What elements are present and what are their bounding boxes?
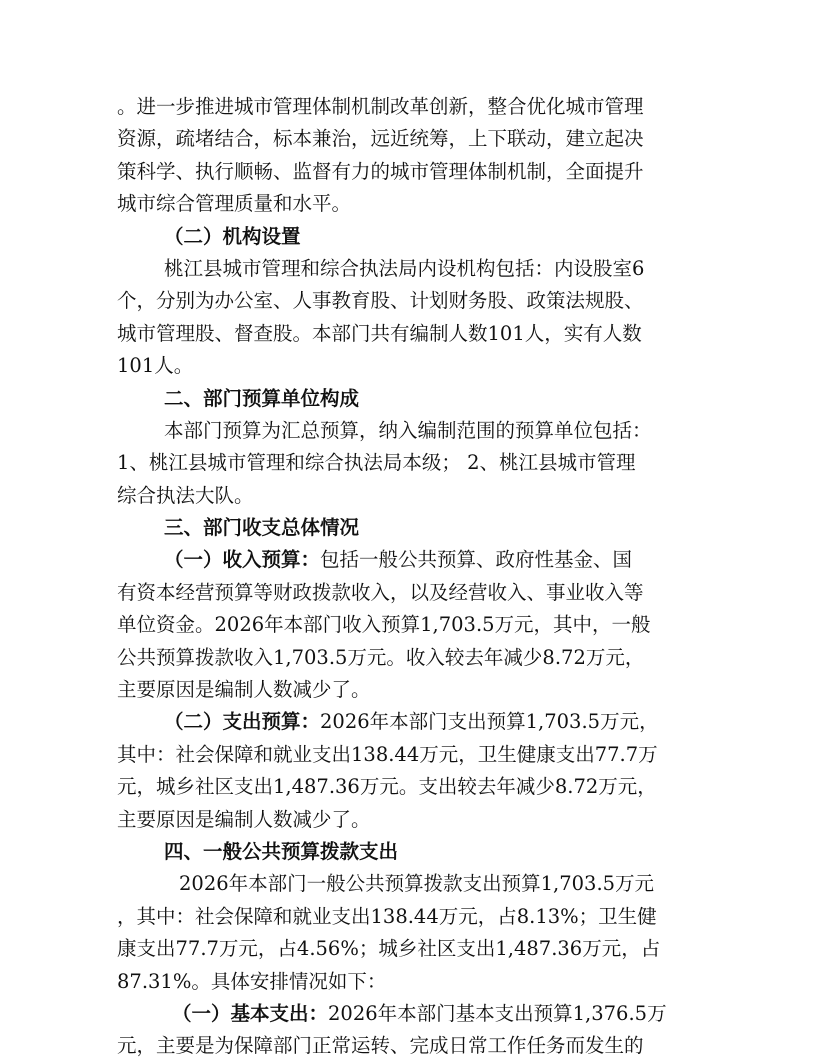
text-line — [117, 706, 699, 738]
text-line: 87.31%。具体安排情况如下： — [117, 969, 387, 993]
text-line: 。进一步推进城市管理体制机制改革创新，整合优化城市管理 — [117, 95, 644, 118]
text-line — [117, 998, 699, 1030]
text-line: 有资本经营预算等财政拨款收入，以及经营收入、事业收入等 — [117, 580, 644, 604]
text-line: 康支出77.7万元，占4.56%；城乡社区支出1,487.36万元，占 — [117, 937, 661, 961]
text-line: 个，分别为办公室、人事教育股、计划财务股、政策法规股、 — [117, 289, 644, 313]
section-heading: 四、一般公共预算拨款支出 — [164, 839, 399, 863]
section-heading: （二）机构设置 — [164, 224, 301, 248]
text-line — [117, 544, 699, 576]
text-line: 城市综合管理质量和水平。 — [117, 192, 352, 216]
text-line: 综合执法大队。 — [117, 483, 254, 507]
text-inline: 包括一般公共预算、政府性基金、国 — [320, 548, 633, 572]
text-line: 元，城乡社区支出1,487.36万元。支出较去年减少8.72万元， — [117, 775, 657, 799]
text-line: ，其中：社会保障和就业支出138.44万元，占8.13%；卫生健 — [117, 904, 657, 928]
section-heading: 三、部门收支总体情况 — [164, 516, 360, 540]
subheading-inline: （二）支出预算： — [164, 710, 321, 734]
text-line: 策科学、执行顺畅、监督有力的城市管理体制机制，全面提升 — [117, 159, 644, 183]
text-line: 101人。 — [117, 354, 194, 378]
text-line: 其中：社会保障和就业支出138.44万元，卫生健康支出77.7万 — [117, 742, 658, 766]
text-line: 1、桃江县城市管理和综合执法局本级； 2、桃江县城市管理 — [117, 451, 636, 475]
text-line: 元，主要是为保障部门正常运转、完成日常工作任务而发生的 — [117, 1034, 644, 1058]
subheading-inline: （一）基本支出： — [172, 1001, 329, 1025]
text-line: 主要原因是编制人数减少了。 — [117, 678, 371, 702]
text-line: 桃江县城市管理和综合执法局内设机构包括：内设股室6 — [164, 256, 645, 280]
section-heading: 二、部门预算单位构成 — [164, 386, 360, 410]
text-line: 单位资金。2026年本部门收入预算1,703.5万元，其中，一般 — [117, 613, 651, 637]
document-page — [117, 91, 699, 1063]
text-inline: 2026年本部门支出预算1,703.5万元， — [320, 710, 659, 734]
text-line: 公共预算拨款收入1,703.5万元。收入较去年减少8.72万元， — [117, 645, 645, 669]
text-line: 资源，疏堵结合，标本兼治，远近统筹，上下联动，建立起决 — [117, 127, 644, 151]
text-line: 本部门预算为汇总预算，纳入编制范围的预算单位包括： — [164, 418, 652, 442]
text-line: 城市管理股、督查股。本部门共有编制人数101人，实有人数 — [117, 321, 642, 345]
text-inline: 2026年本部门基本支出预算1,376.5万 — [328, 1001, 667, 1025]
subheading-inline: （一）收入预算： — [164, 548, 321, 572]
text-line: 主要原因是编制人数减少了。 — [117, 807, 371, 831]
text-line: 2026年本部门一般公共预算拨款支出预算1,703.5万元 — [179, 872, 655, 896]
